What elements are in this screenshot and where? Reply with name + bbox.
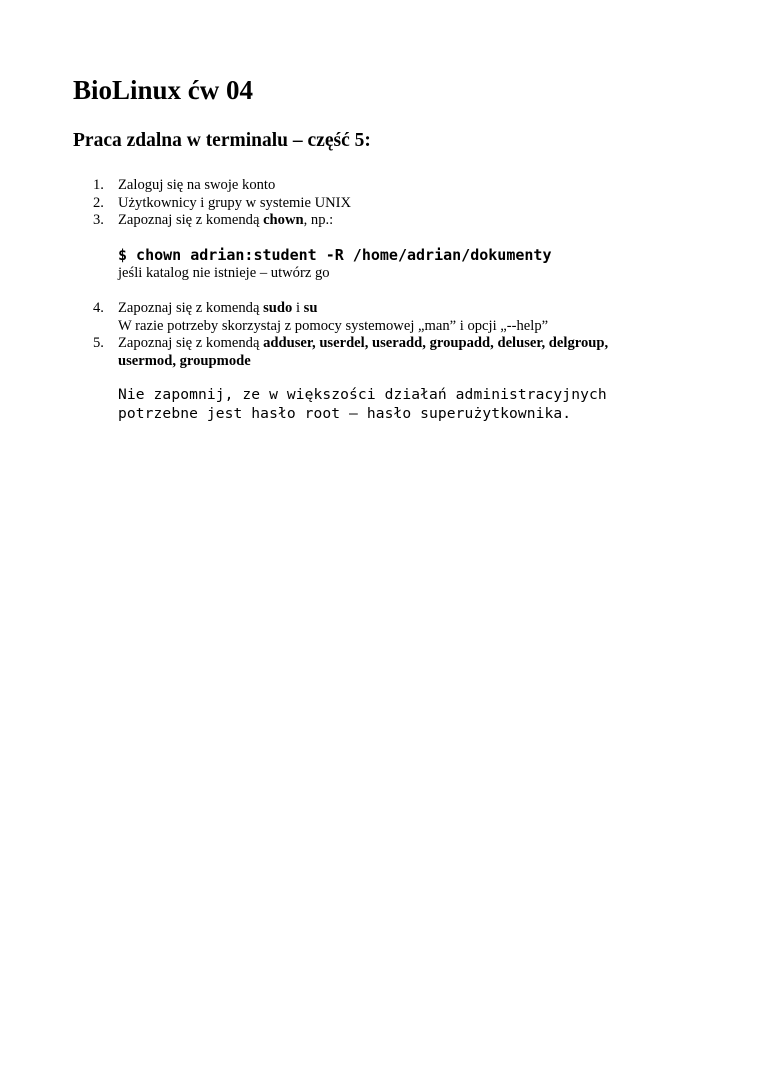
step-text xyxy=(118,299,317,317)
command-name: chown xyxy=(263,212,304,228)
command-name: sudo xyxy=(263,300,293,316)
step-text: Użytkownicy i grupy w systemie UNIX xyxy=(118,195,352,211)
section-heading: Praca zdalna w terminalu – część 5: xyxy=(73,130,371,151)
step-prefix: Zapoznaj się z komendą xyxy=(118,212,264,228)
note-line: Nie zapomnij, ze w większości działań administracyjnych xyxy=(118,386,607,403)
command-example: $ chown adrian:student -R /home/adrian/dokumenty xyxy=(118,246,552,264)
step-prefix: Zapoznaj się z komendą xyxy=(118,300,264,316)
step-text: Zaloguj się na swoje konto xyxy=(118,177,276,193)
step-prefix: Zapoznaj się z komendą xyxy=(118,335,264,351)
step-text xyxy=(118,211,333,229)
admin-note xyxy=(118,385,607,423)
step-number: 3. xyxy=(93,212,104,228)
step-connector: i xyxy=(292,300,304,316)
step-number: 1. xyxy=(93,177,104,193)
note-line: potrzebne jest hasło root – hasło superużytkownika. xyxy=(118,405,572,422)
step-text-line2: W razie potrzeby skorzystaj z pomocy systemowej „man” i opcji „--help” xyxy=(118,318,549,334)
document-title: BioLinux ćw 04 xyxy=(73,75,254,105)
command-list: adduser, userdel, useradd, groupadd, deluser, delgroup, xyxy=(263,335,609,351)
command-note: jeśli katalog nie istnieje – utwórz go xyxy=(118,265,330,281)
step-number: 4. xyxy=(93,300,104,316)
step-number: 2. xyxy=(93,195,104,211)
command-list-line2: usermod, groupmode xyxy=(118,353,251,369)
step-text xyxy=(118,334,608,352)
step-suffix: , np.: xyxy=(303,212,334,228)
step-number: 5. xyxy=(93,335,104,351)
command-name: su xyxy=(303,300,318,316)
